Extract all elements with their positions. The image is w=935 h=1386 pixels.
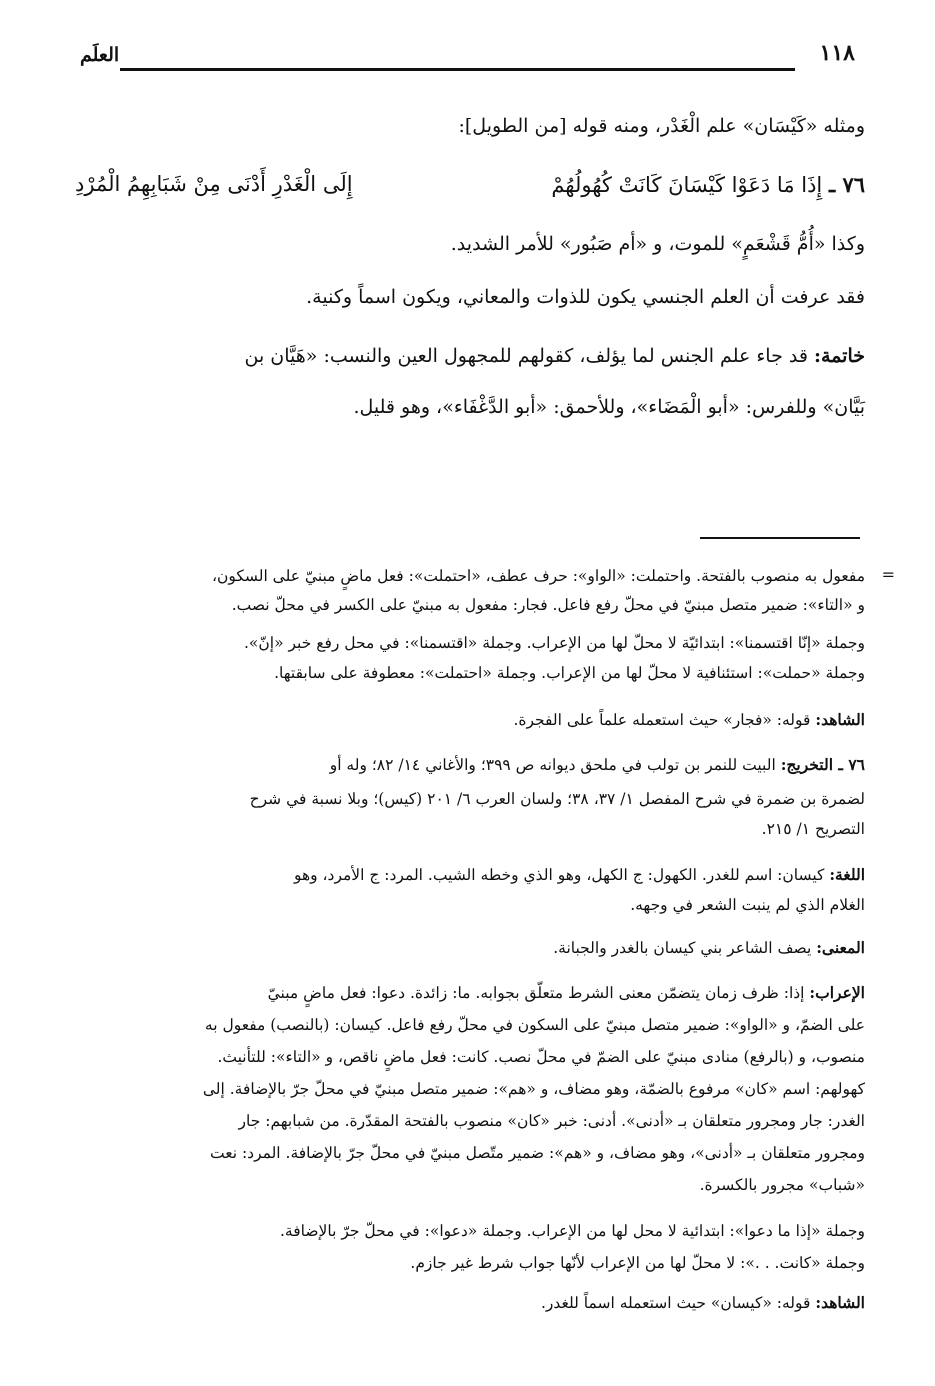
footnote-shahid-2 (75, 1290, 865, 1316)
footnote-line: منصوب، و (بالرفع) منادى مبنيّ على الضمّ في محلّ نصب. كانت: فعل ماضٍ ناقص، و «التاء»: للتأنيث. (217, 1048, 865, 1066)
footnote-label: الشاهد: (815, 1293, 865, 1312)
footnote-mana (75, 935, 865, 961)
continuation-mark: = (881, 565, 895, 584)
chapter-title: العلَم (80, 44, 120, 66)
footnote-line: «شباب» مجرور بالكسرة. (699, 1176, 865, 1194)
footnote-lugha (75, 862, 865, 888)
footnote-label: الشاهد: (815, 710, 865, 729)
verse-number: ٧٦ ـ (828, 172, 865, 197)
footnote-line: وجملة «كانت. . .»: لا محلّ لها من الإعراب لأنّها جواب شرط غير جازم. (410, 1254, 865, 1272)
footnote-separator (700, 537, 860, 539)
paragraph-intro: ومثله «كَيْسَان» علم الْغَدْر، ومنه قوله [من الطويل]: (458, 115, 865, 137)
verse-76 (75, 172, 865, 206)
footnote-text: البيت للنمر بن تولب في ملحق ديوانه ص ٣٩٩؛ والأغاني ١٤/ ٨٢؛ وله أو (329, 756, 781, 774)
footnote-line: كهولهم: اسم «كان» مرفوع بالضمّة، وهو مضاف، و «هم»: ضمير متصل مبنيّ في محلّ جرّ بالإضافة. إلى (202, 1080, 865, 1098)
footnote-line: الغلام الذي لم ينبت الشعر في وجهه. (630, 896, 865, 914)
footnote-line: ومجرور متعلقان بـ «أدنى»، وهو مضاف، و «هم»: ضمير متّصل مبنيّ في محلّ جرّ بالإضافة. المرد: نعت (210, 1144, 865, 1162)
paragraph-umm-qasham: وكذا «أُمُّ قَشْعَمٍ» للموت، و «أم صَبُور» للأمر الشديد. (450, 233, 865, 255)
footnote-line: وجملة «إنّا اقتسمنا»: ابتدائيّة لا محلّ لها من الإعراب. وجملة «اقتسمنا»: في محل رفع خبر «إنّ». (243, 634, 865, 652)
khatima-line-1 (75, 342, 865, 370)
khatima-line-2: بَيَّان» وللفرس: «أبو الْمَضَاء»، وللأحمق: «أبو الدَّغْفَاء»، وهو قليل. (353, 396, 865, 418)
footnote-takhrij (75, 752, 865, 778)
footnote-text: قوله: «فجار» حيث استعمله علماً على الفجرة. (513, 711, 816, 729)
footnote-text: إذا: ظرف زمان يتضمّن معنى الشرط متعلّق بجوابه. ما: زائدة. دعوا: فعل ماضٍ مبنيّ (267, 984, 810, 1002)
khatima-text-1: قد جاء علم الجنس لما يؤلف، كقولهم للمجهول العين والنسب: «هَيَّان بن (244, 345, 814, 367)
footnote-line: لضمرة بن ضمرة في شرح المفصل ١/ ٣٧، ٣٨؛ ولسان العرب ٦/ ٢٠١ (كيس)؛ وبلا نسبة في شرح (249, 790, 865, 808)
header-rule (120, 68, 795, 71)
footnote-irab (75, 980, 865, 1006)
page-number: ١١٨ (819, 40, 855, 66)
footnote-label: الإعراب: (809, 983, 865, 1002)
verse-first-hemistich (551, 172, 865, 197)
footnote-line: على الضمّ، و «الواو»: ضمير متصل مبنيّ على السكون في محلّ رفع فاعل. كيسان: (بالنصب) مفعول به (204, 1016, 865, 1034)
footnote-line: مفعول به منصوب بالفتحة. واحتملت: «الواو»: حرف عطف، «احتملت»: فعل ماضٍ مبنيّ على السكون، (211, 567, 865, 585)
paragraph-conclusion: فقد عرفت أن العلم الجنسي يكون للذوات والمعاني، ويكون اسماً وكنية. (306, 286, 865, 308)
footnote-line: الغدر: جار ومجرور متعلقان بـ «أدنى». أدنى: خبر «كان» منصوب بالفتحة المقدّرة. من شبابهم: جار (238, 1112, 865, 1130)
footnote-label: ٧٦ ـ التخريج: (780, 755, 865, 774)
verse-first-text: إِذَا مَا دَعَوْا كَيْسَانَ كَانَتْ كُهُولُهُمْ (551, 173, 823, 197)
footnote-line: التصريح ١/ ٢١٥. (761, 820, 865, 838)
footnote-text: يصف الشاعر بني كيسان بالغدر والجبانة. (553, 939, 817, 957)
khatima-label: خاتمة: (813, 345, 865, 367)
footnote-label: المعنى: (816, 938, 865, 957)
footnote-shahid-1 (75, 707, 865, 733)
footnote-label: اللغة: (829, 865, 865, 884)
footnote-text: قوله: «كيسان» حيث استعمله اسماً للغدر. (540, 1294, 816, 1312)
page-header (80, 40, 855, 80)
footnote-text: كيسان: اسم للغدر. الكهول: ج الكهل، وهو الذي وخطه الشيب. المرد: ج الأمرد، وهو (293, 866, 830, 884)
verse-second-hemistich: إِلَى الْغَدْرِ أَدْنَى مِنْ شَبَابِهِمُ الْمُرْدِ (75, 172, 353, 196)
footnote-line: وجملة «إذا ما دعوا»: ابتدائية لا محل لها من الإعراب. وجملة «دعوا»: في محلّ جرّ بالإضافة. (280, 1222, 865, 1240)
footnote-line: وجملة «حملت»: استئنافية لا محلّ لها من الإعراب. وجملة «احتملت»: معطوفة على سابقتها. (274, 664, 865, 682)
footnote-line: و «التاء»: ضمير متصل مبنيّ في محلّ رفع فاعل. فجار: مفعول به مبنيّ على الكسر في محلّ نصب. (231, 596, 865, 614)
